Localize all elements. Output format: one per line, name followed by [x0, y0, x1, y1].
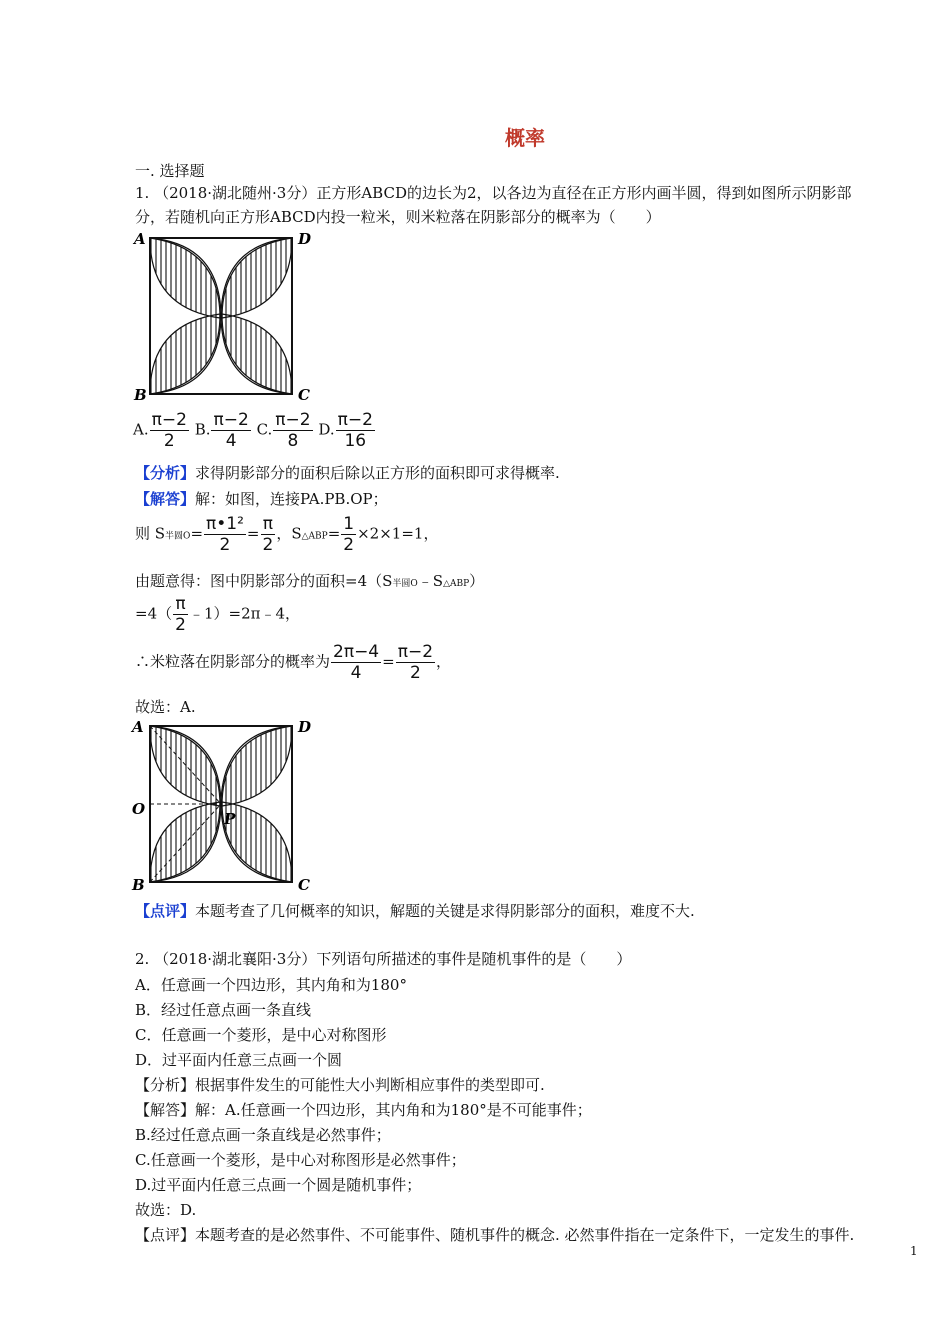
q1-line-prob: ∴米粒落在阴影部分的概率为 $\frac{2\pi-4}{4}$ = $\frac{\pi-2}{2}$ ， [135, 642, 452, 683]
fig2-label-c: C [298, 876, 310, 894]
q2-answer-line1: 【解答】解：A.任意画一个四边形，其内角和为180°是不可能事件； [135, 1101, 592, 1119]
q2-answer-line3: C.任意画一个菱形，是中心对称图形是必然事件； [135, 1151, 466, 1169]
q2-answer-line4: D.过平面内任意三点画一个圆是随机事件； [135, 1176, 422, 1194]
q1-stem-line2: 分，若随机向正方形ABCD内投一粒米，则米粒落在阴影部分的概率为（ ） [135, 208, 661, 226]
fig2-label-p: P [224, 810, 236, 828]
q1-line-s: 则 S半圆O= $\frac{\text{π•1²}}{2}$ = $\frac{\pi}{2}$ ，S△ABP= $\frac{1}{2}$ ×2×1=1， [135, 514, 439, 555]
q1-choose: 故选：A. [135, 698, 196, 716]
q1-answer: 【解答】解：如图，连接PA.PB.OP； [135, 490, 388, 508]
fig1-label-c: C [298, 386, 310, 404]
section-heading: 一. 选择题 [135, 162, 205, 180]
option-b-fraction: $\frac{\pi-2}{4}$ [213, 410, 249, 451]
fig2-label-d: D [298, 718, 312, 736]
q1-review: 【点评】本题考查了几何概率的知识，解题的关键是求得阴影部分的面积，难度不大. [135, 902, 695, 920]
q2-option-b: B．经过任意点画一条直线 [135, 1001, 312, 1019]
fig1-label-a: A [134, 230, 146, 248]
q1-figure-square [132, 228, 322, 404]
q1-analysis: 【分析】求得阴影部分的面积后除以正方形的面积即可求得概率. [135, 464, 560, 482]
q1-line-shadow: 由题意得：图中阴影部分的面积=4（S半圆O﹣S△ABP） [135, 572, 485, 590]
option-b-label: B. [194, 420, 211, 439]
q2-answer-line2: B.经过任意点画一条直线是必然事件； [135, 1126, 391, 1144]
fig1-label-b: B [134, 386, 147, 404]
option-a-fraction: $\frac{\pi-2}{2}$ [151, 410, 187, 451]
page-number: 1 [910, 1244, 918, 1258]
q2-option-c: C．任意画一个菱形，是中心对称图形 [135, 1026, 387, 1044]
q2-choose: 故选：D. [135, 1201, 197, 1219]
q2-analysis: 【分析】根据事件发生的可能性大小判断相应事件的类型即可. [135, 1076, 545, 1094]
fig2-label-b: B [132, 876, 145, 894]
page-title: 概率 [505, 126, 545, 150]
q1-line-eq4: =4（ $\frac{\pi}{2}$ ﹣1）=2π﹣4， [135, 594, 301, 635]
q2-option-a: A．任意画一个四边形，其内角和为180° [135, 976, 407, 994]
q2-option-d: D．过平面内任意三点画一个圆 [135, 1051, 343, 1069]
fig1-label-d: D [298, 230, 312, 248]
q1-options [133, 410, 376, 451]
fig2-label-a: A [132, 718, 144, 736]
q2-review: 【点评】本题考查的是必然事件、不可能事件、随机事件的概念. 必然事件指在一定条件下，一定发生的事件. [135, 1226, 855, 1244]
fig2-label-o: O [132, 800, 146, 818]
option-a-label: A. [133, 420, 149, 439]
option-d-fraction: $\frac{\pi-2}{16}$ [337, 410, 373, 451]
option-d-label: D. [318, 420, 335, 439]
option-c-fraction: $\frac{\pi-2}{8}$ [275, 410, 311, 451]
q1-stem-line1: 1. （2018·湖北随州·3分）正方形ABCD的边长为2，以各边为直径在正方形内画半圆，得到如图所示阴影部 [135, 184, 852, 202]
option-c-label: C. [256, 420, 273, 439]
q2-stem: 2. （2018·湖北襄阳·3分）下列语句所描述的事件是随机事件的是（ ） [135, 950, 632, 968]
q1-figure-solution [128, 716, 324, 894]
